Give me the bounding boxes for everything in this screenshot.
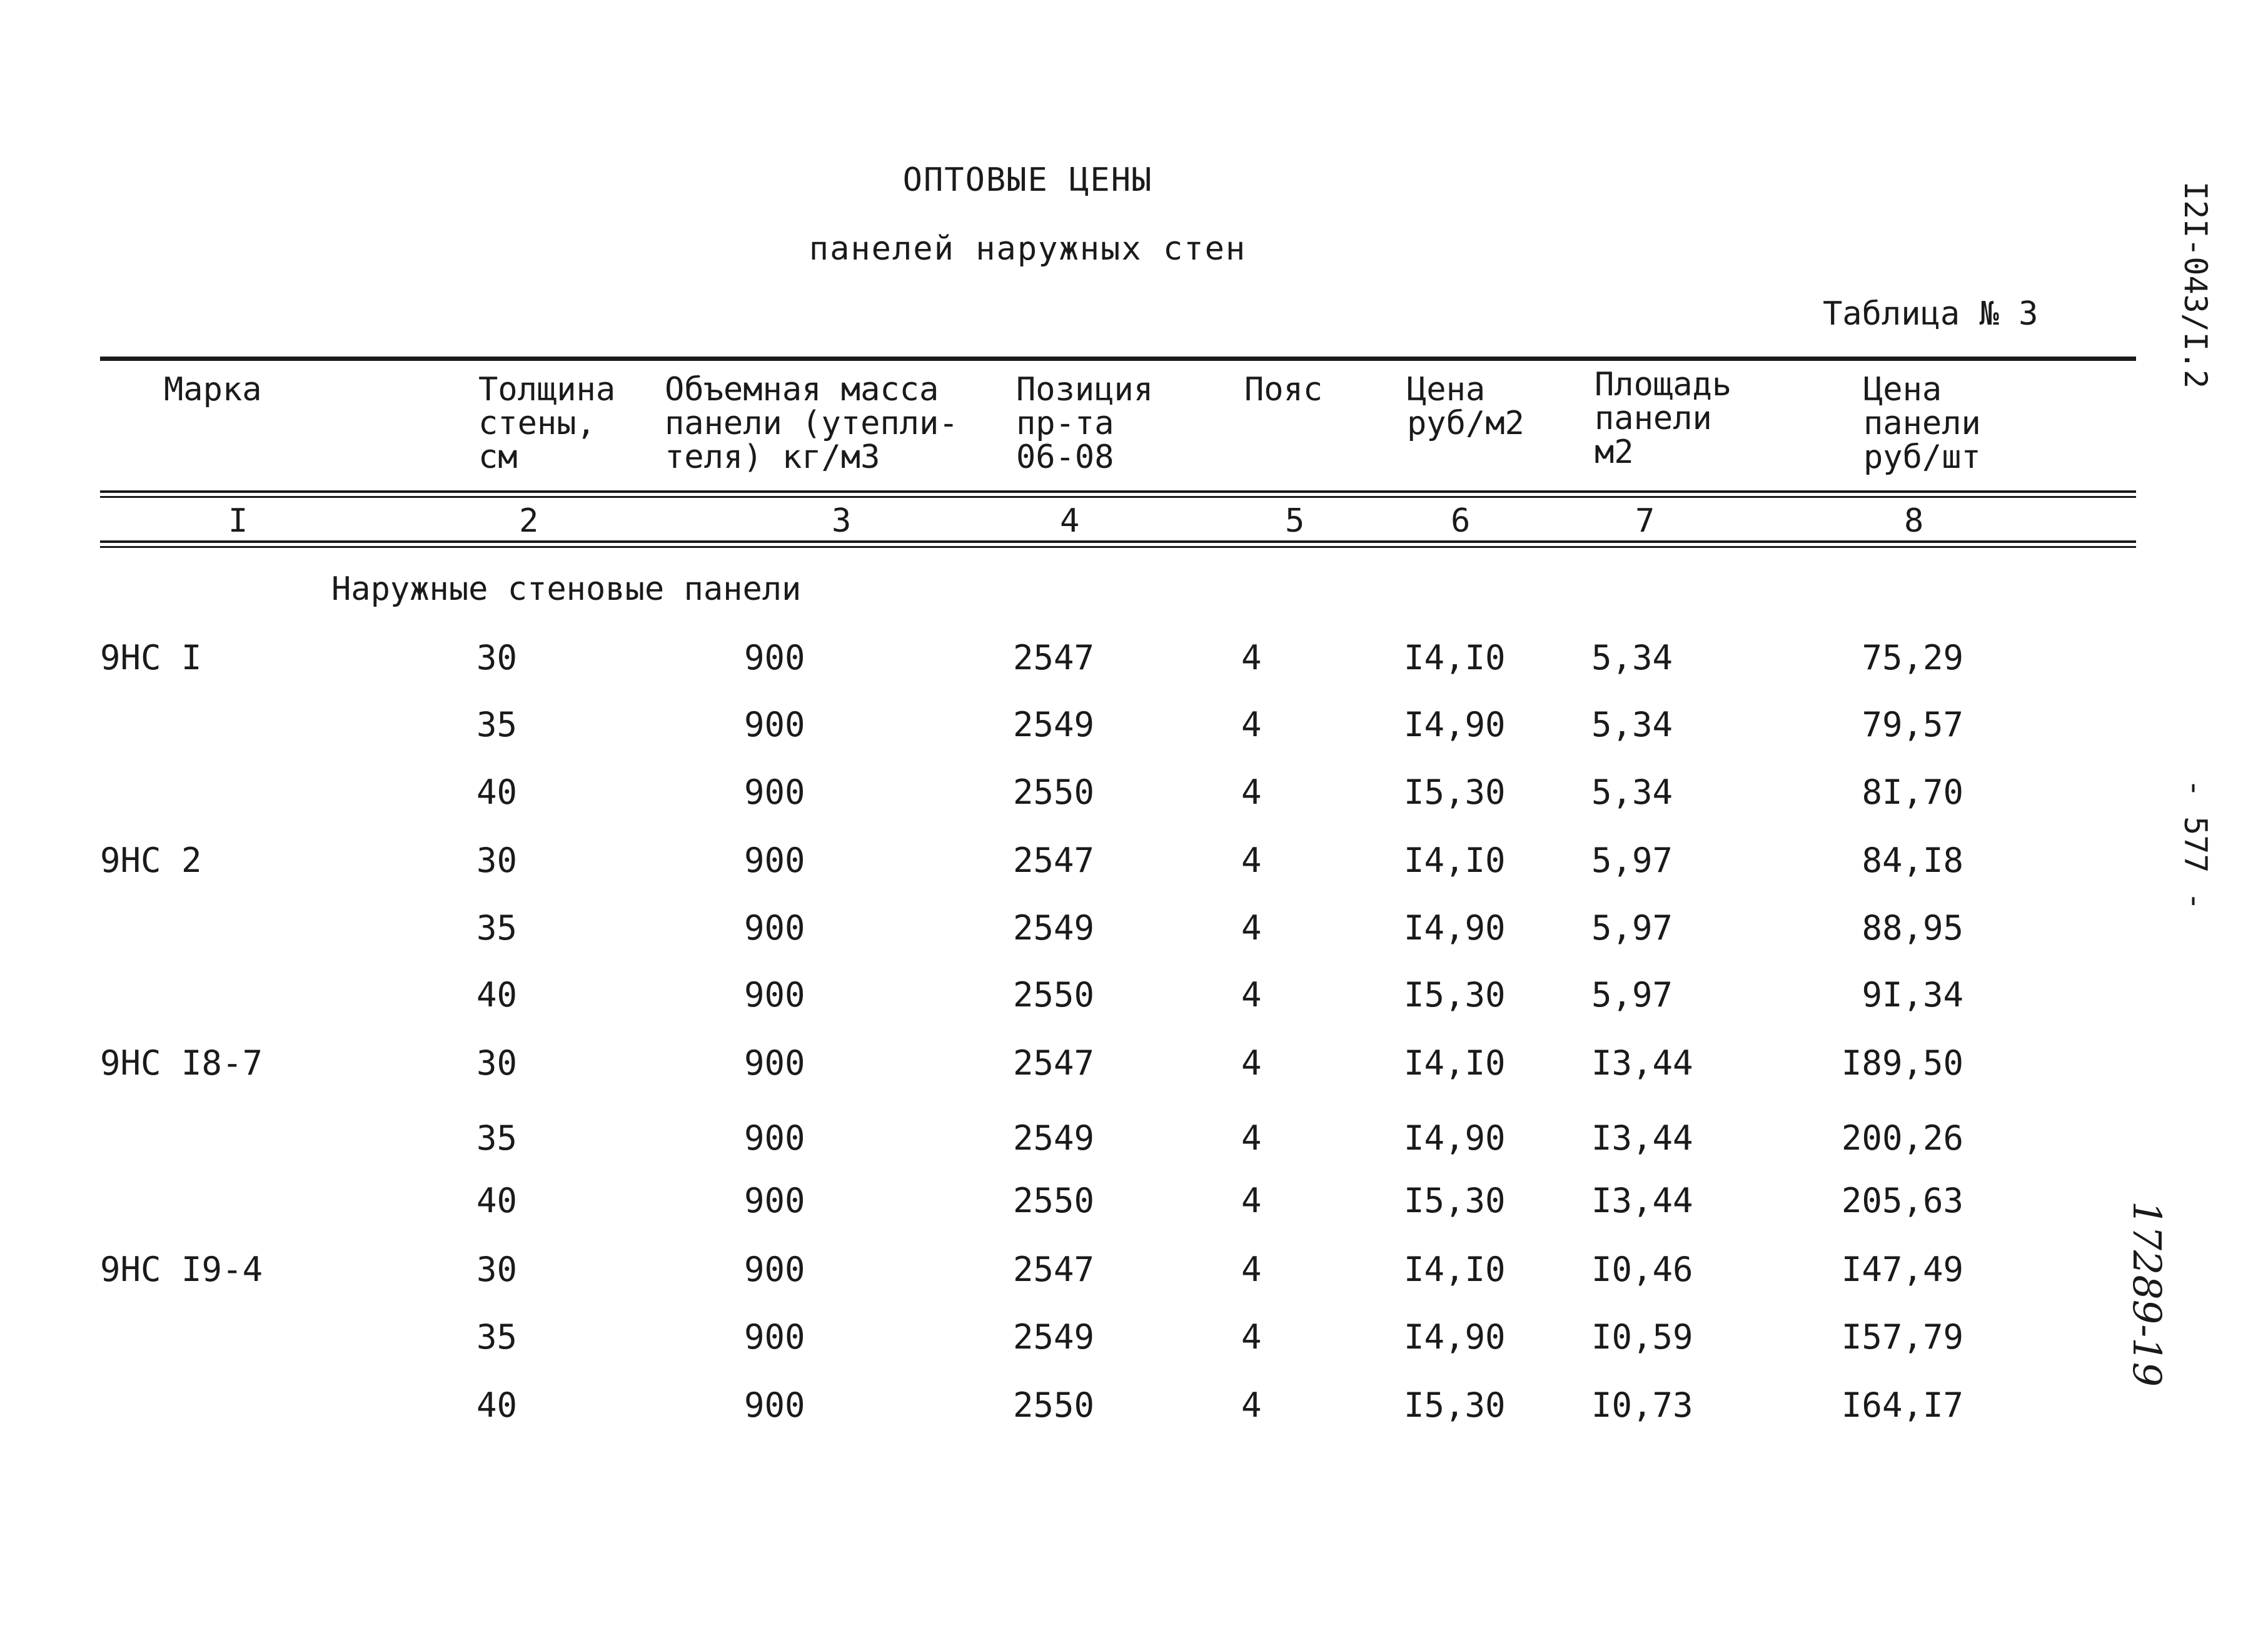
column-header: Объемная масса панели (утепли- теля) кг/м3 (665, 371, 959, 476)
table-cell: I47,49 (1841, 1250, 1963, 1289)
table-cell: 4 (1241, 975, 1262, 1015)
document-code: I2I-043/I.2 (2177, 181, 2214, 389)
table-cell: I4,90 (1404, 705, 1506, 744)
table-cell: 900 (744, 772, 805, 812)
table-cell: 84,I8 (1862, 841, 1963, 880)
column-number: 7 (1635, 502, 1655, 540)
table-cell: 2547 (1013, 841, 1095, 880)
table-cell: I57,79 (1841, 1317, 1963, 1357)
column-header: Пояс (1244, 371, 1323, 408)
column-number-rule-bottom (100, 546, 2136, 548)
table-cell: 2550 (1013, 1181, 1095, 1220)
table-cell: I0,73 (1591, 1385, 1693, 1425)
table-cell: I4,I0 (1404, 841, 1506, 880)
column-header: Площадь панели м2 (1595, 366, 1732, 471)
document-subtitle: панелей наружных стен (809, 230, 1247, 268)
handwritten-note: 17289-19 (2124, 1201, 2170, 1387)
row-mark: 9НС I (100, 638, 202, 677)
table-cell: 9I,34 (1862, 975, 1963, 1015)
table-cell: 205,63 (1841, 1181, 1963, 1220)
header-rule-bottom (100, 496, 2136, 498)
table-cell: 35 (476, 705, 518, 744)
table-cell: 5,34 (1591, 705, 1673, 744)
table-cell: 900 (744, 638, 805, 677)
page-number: - 577 - (2177, 779, 2214, 911)
table-cell: I5,30 (1404, 1385, 1506, 1425)
column-number: 3 (832, 502, 852, 540)
table-cell: 2547 (1013, 638, 1095, 677)
table-cell: 4 (1241, 1043, 1262, 1083)
column-number-rule-top (100, 540, 2136, 543)
row-mark: 9НС 2 (100, 841, 202, 880)
table-cell: I0,59 (1591, 1317, 1693, 1357)
table-cell: 4 (1241, 1385, 1262, 1425)
table-cell: 75,29 (1862, 638, 1963, 677)
column-header: Цена панели руб/шт (1863, 371, 1981, 476)
table-cell: 35 (476, 1118, 518, 1158)
table-cell: 4 (1241, 1118, 1262, 1158)
table-cell: 5,97 (1591, 908, 1673, 948)
row-mark: 9НС I8-7 (100, 1043, 263, 1083)
table-cell: 79,57 (1862, 705, 1963, 744)
table-cell: 2549 (1013, 908, 1095, 948)
table-cell: I5,30 (1404, 1181, 1506, 1220)
table-cell: I4,I0 (1404, 638, 1506, 677)
table-cell: I4,90 (1404, 1118, 1506, 1158)
column-number: 2 (519, 502, 539, 540)
column-header: Позиция пр-та 06-08 (1016, 371, 1154, 476)
column-header: Цена руб/м2 (1407, 371, 1525, 442)
table-cell: 900 (744, 1385, 805, 1425)
table-label: Таблица № 3 (1823, 295, 2039, 333)
table-cell: 2549 (1013, 1317, 1095, 1357)
table-cell: 2547 (1013, 1043, 1095, 1083)
table-cell: 2549 (1013, 705, 1095, 744)
section-title: Наружные стеновые панели (331, 570, 802, 608)
table-cell: I89,50 (1841, 1043, 1963, 1083)
table-cell: 30 (476, 638, 518, 677)
table-cell: I3,44 (1591, 1181, 1693, 1220)
table-cell: I5,30 (1404, 772, 1506, 812)
table-cell: 8I,70 (1862, 772, 1963, 812)
table-cell: 4 (1241, 841, 1262, 880)
table-cell: 5,97 (1591, 841, 1673, 880)
table-cell: I64,I7 (1841, 1385, 1963, 1425)
table-cell: 5,34 (1591, 772, 1673, 812)
table-cell: 4 (1241, 908, 1262, 948)
table-cell: 30 (476, 841, 518, 880)
table-cell: 35 (476, 908, 518, 948)
table-cell: 35 (476, 1317, 518, 1357)
column-number: 4 (1060, 502, 1080, 540)
table-cell: I4,90 (1404, 908, 1506, 948)
table-cell: 900 (744, 908, 805, 948)
column-header: Толщина стены, см (478, 371, 616, 476)
table-cell: 900 (744, 975, 805, 1015)
table-cell: 900 (744, 1250, 805, 1289)
table-cell: 900 (744, 1181, 805, 1220)
table-cell: 88,95 (1862, 908, 1963, 948)
table-cell: 4 (1241, 1181, 1262, 1220)
column-number: I (228, 502, 248, 540)
table-cell: 4 (1241, 772, 1262, 812)
row-mark: 9НС I9-4 (100, 1250, 263, 1289)
table-cell: 5,97 (1591, 975, 1673, 1015)
table-cell: 4 (1241, 638, 1262, 677)
table-cell: 2550 (1013, 772, 1095, 812)
table-cell: 900 (744, 841, 805, 880)
table-cell: 2549 (1013, 1118, 1095, 1158)
table-cell: 5,34 (1591, 638, 1673, 677)
table-cell: I4,90 (1404, 1317, 1506, 1357)
table-cell: 2550 (1013, 1385, 1095, 1425)
column-header: Марка (164, 371, 262, 408)
table-cell: 200,26 (1841, 1118, 1963, 1158)
table-cell: 4 (1241, 1250, 1262, 1289)
table-cell: I3,44 (1591, 1118, 1693, 1158)
column-number: 8 (1904, 502, 1924, 540)
table-cell: 2550 (1013, 975, 1095, 1015)
table-top-rule (100, 357, 2136, 361)
table-cell: I5,30 (1404, 975, 1506, 1015)
column-number: 6 (1451, 502, 1471, 540)
table-cell: I4,I0 (1404, 1250, 1506, 1289)
table-cell: 900 (744, 1317, 805, 1357)
table-cell: 40 (476, 772, 518, 812)
table-cell: 900 (744, 705, 805, 744)
table-cell: 2547 (1013, 1250, 1095, 1289)
table-cell: I0,46 (1591, 1250, 1693, 1289)
table-cell: 900 (744, 1118, 805, 1158)
table-cell: 900 (744, 1043, 805, 1083)
table-cell: 40 (476, 975, 518, 1015)
column-number: 5 (1285, 502, 1305, 540)
table-cell: I3,44 (1591, 1043, 1693, 1083)
table-cell: 40 (476, 1181, 518, 1220)
table-cell: 30 (476, 1250, 518, 1289)
table-cell: 4 (1241, 1317, 1262, 1357)
table-cell: I4,I0 (1404, 1043, 1506, 1083)
document-title: ОПТОВЫЕ ЦЕНЫ (902, 161, 1153, 199)
table-cell: 40 (476, 1385, 518, 1425)
table-cell: 4 (1241, 705, 1262, 744)
table-cell: 30 (476, 1043, 518, 1083)
header-rule-top (100, 490, 2136, 493)
